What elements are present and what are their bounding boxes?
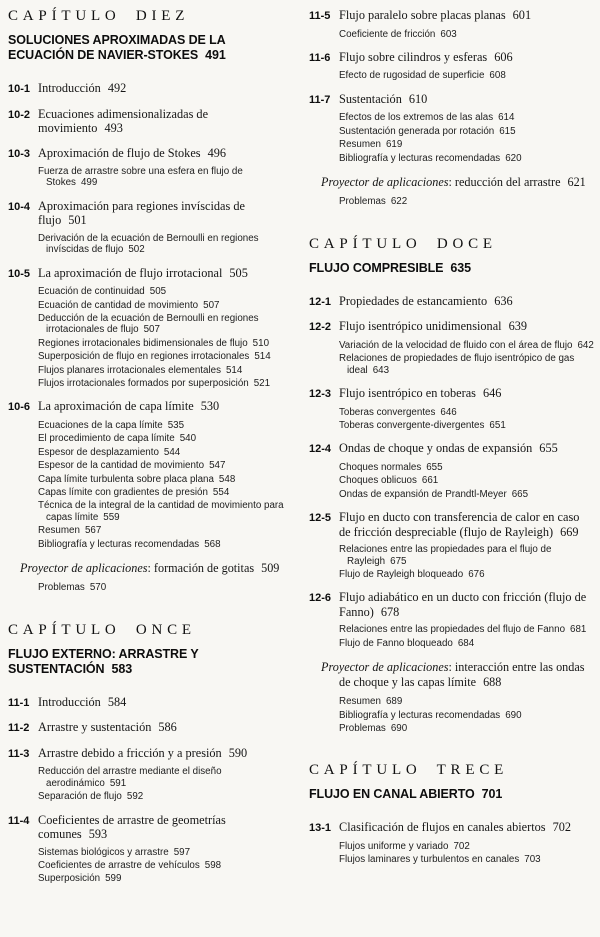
- chapter-page-number: 491: [205, 48, 226, 62]
- section-body: [339, 294, 594, 310]
- toc-section-entry: [8, 746, 293, 762]
- section-page-number: 501: [68, 213, 87, 228]
- section-page-number: 530: [200, 399, 220, 414]
- toc-section-entry: [8, 720, 293, 736]
- section-body: [38, 199, 293, 228]
- section-page-number: 606: [494, 49, 513, 64]
- chapter-title-text: SOLUCIONES APROXIMADAS DE LA ECUACIÓN DE NAVIER-STOKES: [8, 33, 226, 62]
- toc-section-entry: [309, 441, 594, 457]
- section-body: [38, 720, 293, 736]
- subsection-title: El procedimiento de capa límite: [38, 433, 175, 445]
- section-number: 11-2: [8, 722, 30, 735]
- toc-subsection-entry: [339, 710, 594, 721]
- subsection-page-number: 592: [126, 791, 144, 803]
- subsection-page-number: 603: [440, 28, 457, 40]
- chapter-page-number: 701: [481, 787, 503, 802]
- section-page-number: 584: [107, 694, 127, 709]
- section-page-number: 492: [107, 81, 127, 95]
- subsection-page-number: 535: [167, 419, 185, 431]
- section-number: 10-3: [8, 147, 31, 160]
- toc-subsection-entry: [339, 475, 594, 486]
- toc-subsection-entry: [38, 582, 293, 593]
- subsection-page-number: 622: [390, 196, 408, 208]
- subsection-page-number: 548: [218, 473, 236, 485]
- toc-subsection-entry: [38, 233, 293, 256]
- toc-column-left: [8, 8, 293, 933]
- subsection-page-number: 597: [173, 846, 191, 858]
- toc-subsection-entry: [38, 378, 293, 389]
- chapter-kicker: CAPÍTULO TRECE: [309, 762, 509, 779]
- subsection-title: Separación de flujo: [38, 791, 122, 803]
- subsection-page-number: 559: [103, 511, 120, 523]
- toc-subsection-entry: [38, 300, 293, 311]
- section-body: [339, 386, 594, 402]
- toc-subsection-entry: [339, 854, 594, 865]
- section-number: 12-6: [309, 592, 332, 605]
- subsection-page-number: 676: [468, 568, 485, 580]
- subsection-page-number: 619: [385, 139, 403, 151]
- section-body: [38, 146, 293, 162]
- toc-section-entry: [309, 50, 594, 66]
- chapter-title-text: FLUJO EXTERNO: ARRASTRE Y SUSTENTACIÓN: [8, 646, 199, 676]
- chapter-title: [309, 261, 594, 276]
- subsection-title: Choques normales: [339, 461, 422, 473]
- toc-subsection-entry: [339, 638, 594, 649]
- toc-section-entry: [8, 695, 293, 711]
- toc-subsection-entry: [339, 353, 594, 376]
- section-page-number: 636: [494, 293, 513, 308]
- subsection-page-number: 690: [390, 722, 408, 734]
- section-title: Aproximación de flujo de Stokes: [38, 145, 201, 160]
- section-page-number: 669: [560, 524, 579, 539]
- toc-section-entry: [309, 510, 594, 539]
- section-number: 12-2: [309, 321, 332, 334]
- subsection-title: Capa límite turbulenta sobre placa plana: [38, 473, 214, 485]
- subsection-title: Variación de la velocidad de fluido con el área de flujo: [339, 339, 573, 351]
- spotlight-page-number: 621: [567, 174, 586, 189]
- section-number: 11-7: [309, 93, 331, 106]
- section-page-number: 646: [482, 386, 502, 401]
- subsection-title: Técnica de la integral de la cantidad de movimiento para capas límite: [38, 500, 284, 523]
- section-title: Introducción: [38, 81, 101, 95]
- toc-column-right: [309, 8, 594, 933]
- section-number: 10-2: [8, 108, 31, 121]
- section-title: Arrastre y sustentación: [38, 720, 152, 735]
- subsection-page-number: 690: [505, 709, 522, 721]
- chapter-kicker: CAPÍTULO DOCE: [309, 235, 497, 252]
- subsection-title: Toberas convergente-divergentes: [339, 419, 485, 431]
- subsection-title: Ecuación de cantidad de movimiento: [38, 299, 199, 311]
- toc-subsection-entry: [339, 112, 594, 123]
- subsection-page-number: 599: [105, 873, 122, 885]
- section-number: 11-6: [309, 51, 331, 64]
- subsection-title: Resumen: [339, 696, 381, 708]
- subsection-title: Flujos planares irrotacionales elementales: [38, 364, 221, 376]
- subsection-title: Resumen: [339, 139, 381, 151]
- subsection-title: Problemas: [339, 722, 386, 734]
- subsection-page-number: 554: [212, 486, 230, 498]
- toc-subsection-entry: [339, 153, 594, 164]
- toc-subsection-entry: [38, 539, 293, 550]
- subsection-title: Regiones irrotacionales bidimensionales de flujo: [38, 337, 248, 349]
- subsection-title: Ecuación de continuidad: [38, 286, 145, 298]
- toc-subsection-entry: [38, 351, 293, 362]
- subsection-page-number: 661: [421, 475, 439, 487]
- chapter-title: [8, 33, 293, 63]
- spotlight-page-number: 509: [261, 560, 280, 575]
- toc-subsection-entry: [38, 860, 293, 871]
- subsection-title: Superposición: [38, 873, 101, 885]
- subsection-page-number: 655: [426, 461, 443, 473]
- toc-subsection-entry: [339, 841, 594, 852]
- subsection-title: Fuerza de arrastre sobre una esfera en flujo de Stokes: [38, 166, 243, 189]
- section-title: La aproximación de capa límite: [38, 399, 194, 414]
- toc-subsection-entry: [38, 474, 293, 485]
- subsection-page-number: 591: [109, 777, 127, 789]
- subsection-title: Coeficientes de arrastre de vehículos: [38, 859, 200, 871]
- toc-subsection-entry: [38, 525, 293, 536]
- subsection-title: Bibliografía y lecturas recomendadas: [339, 709, 501, 721]
- toc-subsection-entry: [339, 489, 594, 500]
- toc-subsection-entry: [339, 723, 594, 734]
- spotlight-label: Proyector de aplicaciones: [321, 174, 449, 189]
- toc-section-entry: [309, 820, 594, 836]
- toc-section-entry: [8, 81, 293, 97]
- section-body: [339, 510, 594, 539]
- toc-section-entry: [309, 386, 594, 402]
- subsection-title: Relaciones entre las propiedades del flujo de Fanno: [339, 624, 566, 636]
- section-page-number: 610: [408, 91, 428, 106]
- subsection-page-number: 544: [163, 446, 181, 458]
- subsection-title: Resumen: [38, 525, 80, 537]
- subsection-title: Problemas: [339, 196, 386, 208]
- toc-subsection-entry: [38, 791, 293, 802]
- section-number: 11-1: [8, 696, 30, 709]
- subsection-title: Espesor de desplazamiento: [38, 446, 159, 458]
- toc-subsection-entry: [339, 29, 594, 40]
- spotlight-page-number: 688: [483, 674, 502, 689]
- section-number: 10-4: [8, 200, 31, 213]
- section-body: [38, 399, 293, 415]
- section-number: 12-1: [309, 295, 332, 308]
- chapter-page-number: 583: [111, 661, 133, 676]
- subsection-page-number: 598: [204, 859, 222, 871]
- spotlight-label: Proyector de aplicaciones: [321, 660, 449, 675]
- toc-subsection-entry: [38, 766, 293, 789]
- toc-chapter-heading: [309, 762, 594, 802]
- toc-chapter-heading: [309, 236, 594, 276]
- toc-subsection-entry: [339, 340, 594, 351]
- subsection-page-number: 665: [511, 488, 529, 500]
- subsection-title: Flujo de Rayleigh bloqueado: [339, 568, 464, 580]
- section-body: [339, 8, 594, 24]
- subsection-title: Capas límite con gradientes de presión: [38, 486, 208, 498]
- section-title: Ecuaciones adimensionalizadas de movimiento: [38, 106, 209, 135]
- section-body: [339, 820, 594, 836]
- section-title: Clasificación de flujos en canales abiertos: [339, 820, 546, 835]
- toc-section-entry: [309, 92, 594, 108]
- subsection-page-number: 521: [253, 377, 271, 389]
- subsection-page-number: 615: [499, 125, 516, 137]
- chapter-title: [8, 647, 293, 677]
- subsection-title: Ecuaciones de la capa límite: [38, 419, 163, 431]
- section-body: [339, 590, 594, 619]
- toc-section-entry: [309, 294, 594, 310]
- spotlight-title: : reducción del arrastre: [448, 174, 561, 189]
- toc-chapter-heading: [8, 8, 293, 63]
- toc-subsection-entry: [38, 313, 293, 336]
- toc-section-entry: [309, 8, 594, 24]
- subsection-title: Superposición de flujo en regiones irrotacionales: [38, 351, 250, 363]
- subsection-title: Derivación de la ecuación de Bernoulli en regiones invíscidas de flujo: [38, 232, 259, 256]
- subsection-page-number: 642: [577, 339, 594, 351]
- toc-section-entry: [309, 590, 594, 619]
- section-body: [339, 441, 594, 457]
- section-title: La aproximación de flujo irrotacional: [38, 265, 223, 280]
- section-title: Flujo en ducto con transferencia de calor en caso de fricción despreciable (flujo de Rayleigh): [339, 510, 580, 539]
- section-title: Sustentación: [339, 91, 402, 106]
- section-body: [339, 50, 594, 66]
- section-page-number: 678: [380, 604, 400, 619]
- section-number: 10-6: [8, 401, 31, 414]
- subsection-page-number: 507: [143, 324, 160, 336]
- toc-section-entry: [8, 399, 293, 415]
- section-number: 12-4: [309, 443, 332, 456]
- spotlight-label: Proyector de aplicaciones: [20, 560, 148, 575]
- section-number: 12-3: [309, 388, 332, 401]
- chapter-title-text: FLUJO COMPRESIBLE: [309, 260, 444, 275]
- chapter-title: [309, 787, 594, 802]
- section-body: [38, 695, 293, 711]
- subsection-title: Flujo de Fanno bloqueado: [339, 637, 453, 649]
- subsection-title: Relaciones entre las propiedades para el flujo de Rayleigh: [339, 544, 552, 567]
- subsection-title: Sustentación generada por rotación: [339, 125, 495, 137]
- subsection-title: Efecto de rugosidad de superficie: [339, 70, 485, 82]
- subsection-title: Flujos uniforme y variado: [339, 840, 449, 852]
- toc-subsection-entry: [38, 447, 293, 458]
- toc-subsection-entry: [38, 166, 293, 189]
- toc-subsection-entry: [339, 126, 594, 137]
- subsection-title: Bibliografía y lecturas recomendadas: [38, 538, 200, 550]
- subsection-title: Sistemas biológicos y arrastre: [38, 846, 169, 858]
- section-title: Ondas de choque y ondas de expansión: [339, 441, 533, 456]
- toc-subsection-entry: [38, 460, 293, 471]
- section-body: [38, 813, 293, 842]
- subsection-page-number: 608: [489, 70, 506, 82]
- subsection-page-number: 514: [254, 351, 271, 363]
- toc-application-spotlight-entry: [321, 660, 594, 689]
- subsection-page-number: 703: [524, 854, 541, 866]
- chapter-kicker: CAPÍTULO DIEZ: [8, 8, 190, 24]
- subsection-page-number: 689: [385, 696, 403, 708]
- spotlight-title: : formación de gotitas: [147, 560, 255, 575]
- section-title: Flujo isentrópico en toberas: [339, 386, 476, 401]
- toc-application-spotlight-entry: [321, 175, 594, 190]
- toc-section-entry: [309, 319, 594, 335]
- subsection-page-number: 505: [149, 286, 167, 298]
- section-title: Flujo adiabático en un ducto con fricción (flujo de Fanno): [339, 590, 587, 619]
- subsection-page-number: 651: [489, 419, 506, 431]
- section-body: [339, 92, 594, 108]
- toc-subsection-entry: [339, 696, 594, 707]
- toc-application-spotlight-entry: [20, 561, 293, 576]
- toc-subsection-entry: [339, 569, 594, 580]
- section-page-number: 702: [552, 820, 572, 835]
- section-number: 13-1: [309, 822, 332, 835]
- toc-subsection-entry: [339, 544, 594, 567]
- section-page-number: 493: [104, 121, 123, 135]
- section-page-number: 505: [229, 265, 248, 280]
- section-number: 11-3: [8, 747, 30, 760]
- section-page-number: 586: [158, 720, 177, 735]
- toc-section-entry: [8, 107, 293, 136]
- section-title: Aproximación para regiones invíscidas de flujo: [38, 198, 245, 228]
- subsection-title: Bibliografía y lecturas recomendadas: [339, 152, 501, 164]
- spotlight-title: : interacción entre las ondas de choque y las capas límite: [339, 660, 585, 689]
- section-page-number: 496: [207, 145, 227, 160]
- subsection-page-number: 684: [457, 637, 475, 649]
- chapter-title-text: FLUJO EN CANAL ABIERTO: [309, 787, 475, 802]
- section-title: Propiedades de estancamiento: [339, 293, 488, 308]
- toc-chapter-heading: [8, 622, 293, 677]
- subsection-page-number: 507: [203, 299, 220, 311]
- toc-section-entry: [8, 146, 293, 162]
- toc-subsection-entry: [38, 847, 293, 858]
- subsection-page-number: 570: [89, 582, 107, 594]
- section-title: Introducción: [38, 694, 101, 709]
- subsection-page-number: 702: [453, 840, 470, 852]
- section-title: Flujo sobre cilindros y esferas: [339, 49, 488, 64]
- section-number: 10-1: [8, 83, 31, 95]
- subsection-title: Problemas: [38, 582, 85, 594]
- subsection-title: Toberas convergentes: [339, 406, 436, 418]
- section-body: [38, 266, 293, 282]
- toc-section-entry: [8, 266, 293, 282]
- subsection-page-number: 514: [225, 364, 243, 376]
- subsection-page-number: 681: [570, 624, 587, 636]
- subsection-page-number: 643: [372, 364, 390, 376]
- section-body: [38, 107, 293, 136]
- subsection-title: Choques oblicuos: [339, 475, 417, 487]
- subsection-page-number: 510: [252, 337, 270, 349]
- section-body: [38, 746, 293, 762]
- section-page-number: 655: [539, 441, 558, 456]
- toc-subsection-entry: [38, 286, 293, 297]
- section-number: 11-5: [309, 10, 331, 22]
- subsection-title: Deducción de la ecuación de Bernoulli en regiones irrotacionales de flujo: [38, 312, 259, 336]
- subsection-title: Ondas de expansión de Prandtl-Meyer: [339, 488, 507, 500]
- subsection-title: Espesor de la cantidad de movimiento: [38, 460, 205, 472]
- section-page-number: 593: [88, 827, 108, 842]
- toc-subsection-entry: [339, 139, 594, 150]
- toc-subsection-entry: [339, 196, 594, 207]
- subsection-page-number: 547: [209, 460, 226, 472]
- toc-subsection-entry: [339, 624, 594, 635]
- toc-subsection-entry: [38, 365, 293, 376]
- subsection-page-number: 567: [84, 525, 102, 537]
- toc-section-entry: [8, 813, 293, 842]
- subsection-title: Relaciones de propiedades de flujo isentrópico de gas ideal: [339, 353, 575, 376]
- section-number: 10-5: [8, 267, 31, 280]
- subsection-page-number: 502: [128, 244, 145, 256]
- toc-subsection-entry: [38, 338, 293, 349]
- toc-subsection-entry: [339, 462, 594, 473]
- subsection-title: Reducción del arrastre mediante el diseño aerodinámico: [38, 766, 222, 789]
- section-body: [339, 319, 594, 335]
- section-number: 12-5: [309, 512, 332, 525]
- section-title: Flujo paralelo sobre placas planas: [339, 8, 506, 22]
- subsection-page-number: 540: [179, 433, 197, 445]
- section-title: Arrastre debido a fricción y a presión: [38, 745, 222, 760]
- section-page-number: 590: [228, 745, 248, 760]
- subsection-title: Flujos irrotacionales formados por superposición: [38, 377, 249, 389]
- subsection-page-number: 614: [498, 112, 515, 124]
- section-page-number: 639: [508, 319, 528, 334]
- toc-subsection-entry: [339, 420, 594, 431]
- toc-subsection-entry: [339, 70, 594, 81]
- toc-subsection-entry: [38, 487, 293, 498]
- toc-subsection-entry: [339, 407, 594, 418]
- subsection-title: Efectos de los extremos de las alas: [339, 112, 494, 124]
- toc-section-entry: [8, 199, 293, 228]
- chapter-kicker: CAPÍTULO ONCE: [8, 621, 196, 638]
- subsection-page-number: 646: [440, 406, 457, 418]
- chapter-page-number: 635: [450, 260, 471, 275]
- section-number: 11-4: [8, 814, 30, 827]
- subsection-page-number: 620: [505, 152, 522, 164]
- subsection-page-number: 568: [204, 538, 221, 550]
- toc-subsection-entry: [38, 420, 293, 431]
- toc-subsection-entry: [38, 500, 293, 523]
- subsection-page-number: 675: [390, 555, 407, 567]
- subsection-title: Coeficiente de fricción: [339, 28, 436, 40]
- section-page-number: 601: [512, 8, 532, 22]
- section-title: Flujo isentrópico unidimensional: [339, 319, 502, 334]
- section-body: [38, 81, 293, 97]
- subsection-page-number: 499: [80, 177, 98, 189]
- subsection-title: Flujos laminares y turbulentos en canales: [339, 854, 520, 866]
- toc-subsection-entry: [38, 873, 293, 884]
- section-title: Coeficientes de arrastre de geometrías comunes: [38, 812, 226, 842]
- toc-subsection-entry: [38, 433, 293, 444]
